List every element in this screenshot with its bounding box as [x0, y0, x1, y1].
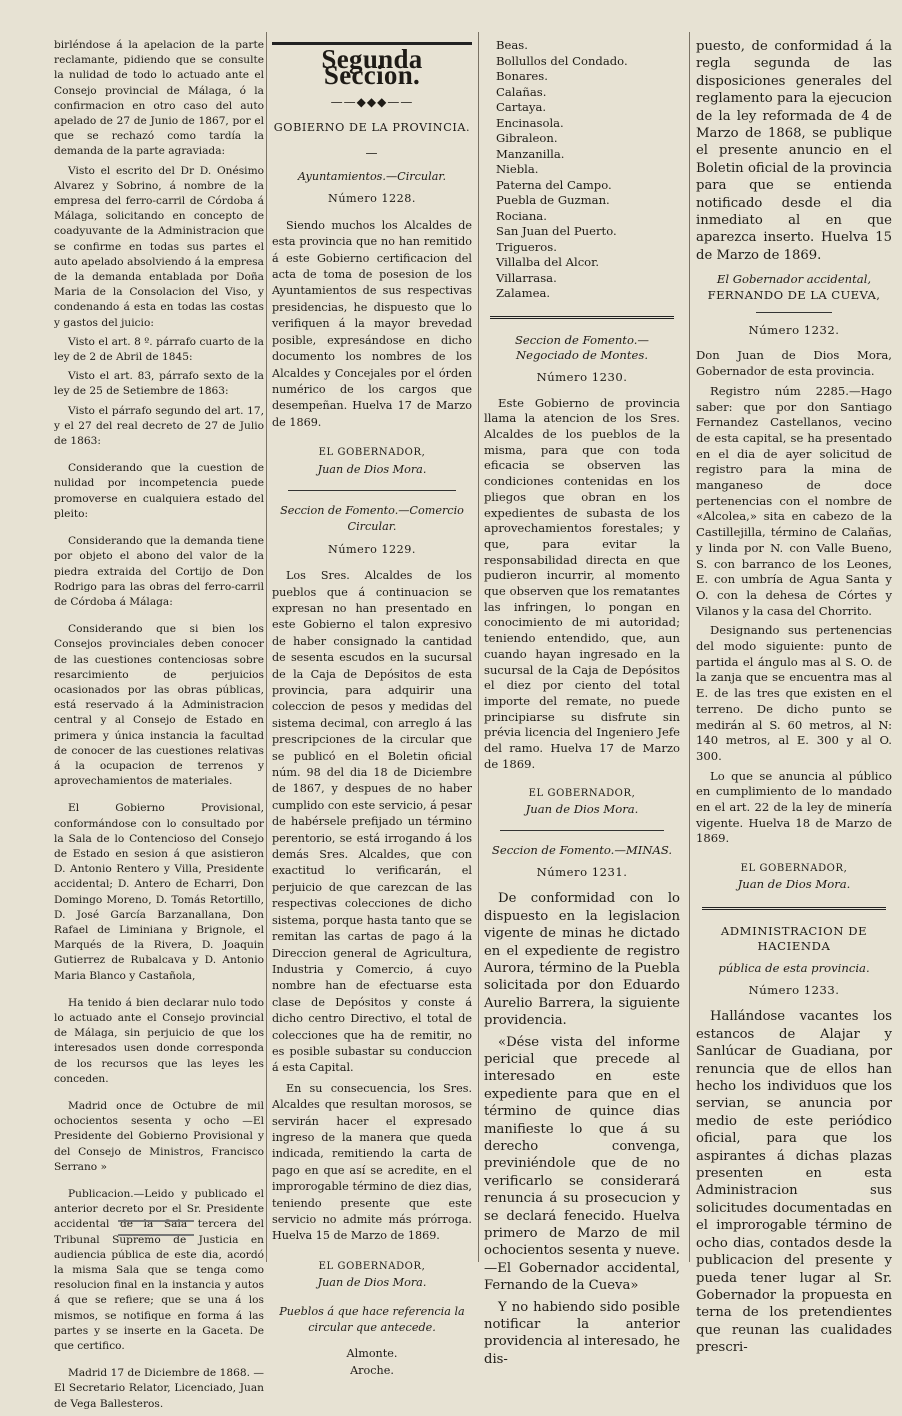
- town-name: Rociana.: [496, 208, 547, 223]
- paragraph: birléndose á la apelacion de la parte reclamante, pidiendo que se consulte la nulidad de todo lo actuado ante el Consejo provincial de Málaga, ó la confirmacion en otro caso del auto apelado de 27 de Junio de 1867, por el que se rechazó como tardía la demanda de la parte agraviada:: [54, 39, 264, 158]
- paragraph: Este Gobierno de provincia llama la atencion de los Sres. Alcaldes de los pueblos de la misma, para que con toda eficacia se observen las condiciones contenidas en los pliegos que obran en los expedientes de subasta de los aprovechamientos forestales; y que, para evitar la responsabilidad directa en que pudieron incurrir, al momento que observen que los rematantes las infringen, lo pongan en conocimiento de mi autoridad; teniendo entendido, que, aun cuando hayan ingresado en la sucursal de la Caja de Depósitos el diez por ciento del total importe del remate, no puede principiarse su disfrute sin prévia licencia del Ingeniero Jefe del ramo. Huelva 17 de Marzo de 1869.: [484, 395, 680, 771]
- paragraph: Considerando que si bien los Consejos provinciales deben conocer de las cuestiones contenciosas sobre resarcimiento de perjuicios ocasionados por las obras públicas, está reservado á la Administracion central y al Consejo de Estado en primera y única instancia la facultad de conocer de las cuestiones relativas á la ocupacion de terrenos y aprovechamientos de materiales.: [54, 623, 264, 788]
- paragraph: Hallándose vacantes los estancos de Alajar y Sanlúcar de Guadiana, por renuncia que de ellos han hecho los individuos que los servian, se anuncia por medio de este periódico oficial, para que los aspirantes á dichas plazas presenten en esta Administracion sus solicitudes documentadas en el improrogable término de ocho dias, contados desde la publicacion del presente y pueda tener lugar al Sr. Gobernador la propuesta en terna de los pretendientes que reunan las cualidades prescri-: [696, 1009, 892, 1356]
- town-name: Calañas.: [496, 84, 547, 99]
- paragraph: Ha tenido á bien declarar nulo todo lo actuado ante el Consejo provincial de Málaga, sin perjuicio de que los interesados usen donde corresponda de los recursos que las leyes les conceden.: [54, 996, 264, 1085]
- town-name: Beas.: [496, 38, 528, 52]
- column-rule: [266, 32, 267, 1262]
- double-rule: [702, 907, 886, 910]
- divider: [500, 830, 664, 831]
- large-type-block: [696, 38, 892, 264]
- divider: [288, 490, 456, 491]
- column-3: [484, 38, 680, 1372]
- section-title: Segunda Seccion.: [321, 44, 423, 91]
- column-2: [272, 38, 472, 1379]
- ornament-divider: ——◆◆◆——: [330, 94, 414, 109]
- notice-number: Número 1230.: [536, 369, 628, 384]
- town-name: Paterna del Campo.: [496, 177, 612, 192]
- large-type-block: [696, 1008, 892, 1356]
- paragraph: Y no habiendo sido posible notificar la anterior providencia al interesado, he dis-: [484, 1299, 680, 1367]
- column-rule: [478, 32, 479, 1262]
- paragraph: Madrid 17 de Diciembre de 1868. —El Secretario Relator, Licenciado, Juan de Vega Ballesteros.: [54, 1367, 264, 1410]
- notice-number: Número 1229.: [328, 542, 416, 556]
- town-name: Bonares.: [496, 69, 548, 83]
- large-type-block: [484, 890, 680, 1368]
- subheading: Pueblos á que hace referencia la circular que antecede.: [279, 1304, 465, 1335]
- paragraph: Madrid once de Octubre de mil ochocientos sesenta y ocho —El Presidente del Gobierno Provisional y del Consejo de Ministros, Francisco Serrano »: [54, 1100, 264, 1173]
- paragraph: Publicacion.—Leido y publicado el anterior decreto por el Sr. Presidente accidental de la Sala tercera del Tribunal Supremo de Justicia en audiencia pública de este dia, acordó la misma Sala que se tenga como resolucion final en la instancia y autos á que se refiere; que se una á los mismos, se notifique en forma á las partes y se inserte en la Gaceta. De que certifico.: [54, 1188, 264, 1353]
- subheading: Seccion de Fomento.—Comercio Circular.: [280, 503, 464, 534]
- town-name: Villalba del Alcor.: [496, 255, 600, 269]
- town-name: Bollullos del Condado.: [496, 53, 628, 68]
- column-4: [696, 38, 892, 1361]
- town-name: Villarrasa.: [496, 270, 557, 285]
- paragraph: De conformidad con lo dispuesto en la legislacion vigente de minas he dictado en el expediente de registro Aurora, término de la Puebla solicitada por don Eduardo Aurelio Barrera, la siguiente providencia.: [484, 891, 680, 1029]
- town-name: Trigueros.: [496, 239, 557, 254]
- paragraph: Visto el escrito del Dr D. Onésimo Alvarez y Sobrino, á nombre de la empresa del ferro-carril de Córdoba á Málaga, solicitando en concepto de coadyuvante de la Administracion que se confirme en todas sus partes el auto apelado absolviendo á la empresa de la demanda entablada por Doña Maria de la Consolacion del Viso, y condenando á esta en todas las costas y gastos del juicio:: [54, 164, 264, 329]
- divider: [756, 312, 832, 313]
- town-name: Almonte.: [346, 1347, 398, 1361]
- paragraph: «Dése vista del informe pericial que precede al interesado en este expediente para que en el término de quince dias manifieste lo que á su derecho convenga, previniéndole que de no verificarlo se considerará renuncia á su prosecucion y se declará fenecido. Huelva primero de Marzo de mil ochocientos sesenta y nueve.—El Gobernador accidental, Fernando de la Cueva»: [484, 1034, 680, 1294]
- signature-name: FERNANDO DE LA CUEVA,: [707, 287, 881, 302]
- short-dash: —: [365, 145, 379, 160]
- paragraph: Don Juan de Dios Mora, Gobernador de esta provincia.: [696, 348, 892, 379]
- column-1: [54, 38, 264, 1416]
- paragraph: Considerando que la demanda tiene por objeto el abono del valor de la piedra extraida del Cortijo de Don Rodrigo para las obras del ferro-carril de Córdoba á Málaga:: [54, 535, 264, 608]
- signature-title: EL GOBERNADOR,: [318, 447, 426, 459]
- notice-number: Número 1228.: [328, 192, 416, 206]
- signature-name: Juan de Dios Mora.: [525, 802, 639, 817]
- notice-number: Número 1232.: [748, 322, 840, 337]
- paragraph: El Gobierno Provisional, conformándose con lo consultado por la Sala de lo Contencioso del Consejo de Estado en sesion á que asistieron D. Antonio Rentero y Villa, Presidente accidental; D. Antero de Echarri, Don Domingo Moreno, D. Tomás Retortillo, D. José García Barzanallana, Don Rafael de Liminiana y Brignole, el Marqués de la Rivera, D. Joaquin Gutierrez de Rubalcava y D. Antonio Maria Blanco y Castañola,: [54, 802, 264, 982]
- paragraph: Lo que se anuncia al público en cumplimiento de lo mandado en el art. 22 de la ley de minería vigente. Huelva 18 de Marzo de 1869.: [696, 768, 892, 846]
- town-name: Aroche.: [350, 1363, 394, 1377]
- double-rule: [490, 316, 674, 319]
- paragraph: Visto el art. 83, párrafo sexto de la ley de 25 de Setiembre de 1863:: [54, 370, 264, 398]
- signature-name: Juan de Dios Mora.: [737, 876, 851, 891]
- heading: GOBIERNO DE LA PROVINCIA.: [273, 121, 471, 135]
- notice-number: Número 1233.: [748, 982, 840, 997]
- subheading: Seccion de Fomento.—Negociado de Montes.: [514, 332, 650, 363]
- signature-title: EL GOBERNADOR,: [318, 1260, 426, 1272]
- town-name: Niebla.: [496, 162, 539, 176]
- paragraph: Registro núm 2285.—Hago saber: que por don Santiago Fernandez Castellanos, vecino de esta capital, se ha presentado en el dia de ayer solicitud de registro para la mina de manganeso de doce pertenencias con el nombre de «Alcolea,» sita en cabezo de la Castillejilla, término de Calañas, y linda por N. con Valle Bueno, S. con barranco de los Leones, E. con umbría de Agua Santa y O. con la dehesa de Córtes y Vilanos y la casa del Chorrito.: [696, 383, 892, 618]
- town-name: Zalamea.: [496, 286, 551, 300]
- paragraph: Siendo muchos los Alcaldes de esta provincia que no han remitido á este Gobierno certificacion del acta de toma de posesion de los Ayuntamientos de sus respectivas presidencias, he dispuesto que lo verifiquen á la mayor brevedad posible, expresándose en dicho documento los nombres de los Alcaldes y Concejales por el órden numérico de los cargos que desempeñan. Huelva 17 de Marzo de 1869.: [272, 218, 472, 429]
- town-name: Encinasola.: [496, 115, 564, 130]
- paragraph: Los Sres. Alcaldes de los pueblos que á continuacion se expresan no han presentado en este Gobierno el talon expresivo de haber consignado la cantidad de sesenta escudos en la sucursal de la Caja de Depósitos de esta provincia, para adquirir una coleccion de pesos y medidas del sistema decimal, con arreglo á las prescripciones de la circular que se publicó en el Boletin oficial núm. 98 del dia 18 de Diciembre de 1867, y despues de no haber cumplido con este servicio, á pesar de habérsele prefijado un término perentorio, se está irrogando á los demás Sres. Alcaldes, que con exactitud lo verificarán, el perjuicio de que carezcan de las respectivas colecciones de dicho sistema, porque hasta tanto que se remitan las cartas de pago á la Direccion general de Agricultura, Industria y Comercio, á cuyo nombre han de efectuarse esta clase de Depósitos y conste á dicho centro Directivo, el total de colecciones que ha de remitir, no es posible subastar su conduccion á esta Capital.: [272, 569, 472, 1075]
- town-name: San Juan del Puerto.: [496, 224, 617, 238]
- heading-sub: pública de esta provincia.: [718, 961, 870, 975]
- paragraph: Considerando que la cuestion de nulidad por incompetencia puede promoverse en cualquiera estado del pleito:: [54, 462, 264, 520]
- signature-name: Juan de Dios Mora.: [317, 462, 427, 476]
- town-name: Cartaya.: [496, 100, 547, 114]
- paragraph: Visto el párrafo segundo del art. 17, y el 27 del real decreto de 27 de Julio de 1863:: [54, 404, 264, 448]
- library-stamp: [118, 1220, 194, 1236]
- signature-title: El Gobernador accidental,: [716, 272, 872, 287]
- town-list: [484, 38, 680, 302]
- town-name: Puebla de Guzman.: [496, 193, 610, 207]
- paragraph: Designando sus pertenencias del modo siguiente: punto de partida el ángulo mas al S. O. de la zanja que se encuentra mas al E. de las tres que existen en el terreno. De dicho punto se medirán al S. 60 metros, al N: 140 metros, al E. 300 y al O. 300.: [696, 623, 892, 763]
- column-rule: [689, 32, 690, 1262]
- signature-title: EL GOBERNADOR,: [528, 788, 636, 800]
- paragraph: En su consecuencia, los Sres. Alcaldes que resultan morosos, se servirán hacer el expresado ingreso de la manera que queda indicada, remitiendo la carta de pago en que así se acredite, en el improrogable término de diez dias, teniendo presente que este servicio no admite más prórroga. Huelva 15 de Marzo de 1869.: [272, 1081, 472, 1243]
- paragraph: puesto, de conformidad á la regla segunda de las disposiciones generales del reglamento para la ejecucion de la ley reformada de 4 de Marzo de 1868, se publique el presente anuncio en el Boletin oficial de la provincia para que se entienda notificado desde el dia inmediato al en que aparezca inserto. Huelva 15 de Marzo de 1869.: [696, 39, 892, 263]
- paragraph: Visto el art. 8 º. párrafo cuarto de la ley de 2 de Abril de 1845:: [54, 335, 264, 364]
- town-name: Manzanilla.: [496, 146, 565, 161]
- notice-number: Número 1231.: [536, 864, 628, 879]
- heading: ADMINISTRACION DE HACIENDA: [720, 923, 868, 954]
- subheading: Ayuntamientos.—Circular.: [297, 170, 447, 184]
- town-name: Gibraleon.: [496, 131, 558, 145]
- signature-name: Juan de Dios Mora.: [317, 1276, 427, 1290]
- subheading: Seccion de Fomento.—MINAS.: [491, 842, 673, 857]
- signature-title: EL GOBERNADOR,: [740, 863, 848, 875]
